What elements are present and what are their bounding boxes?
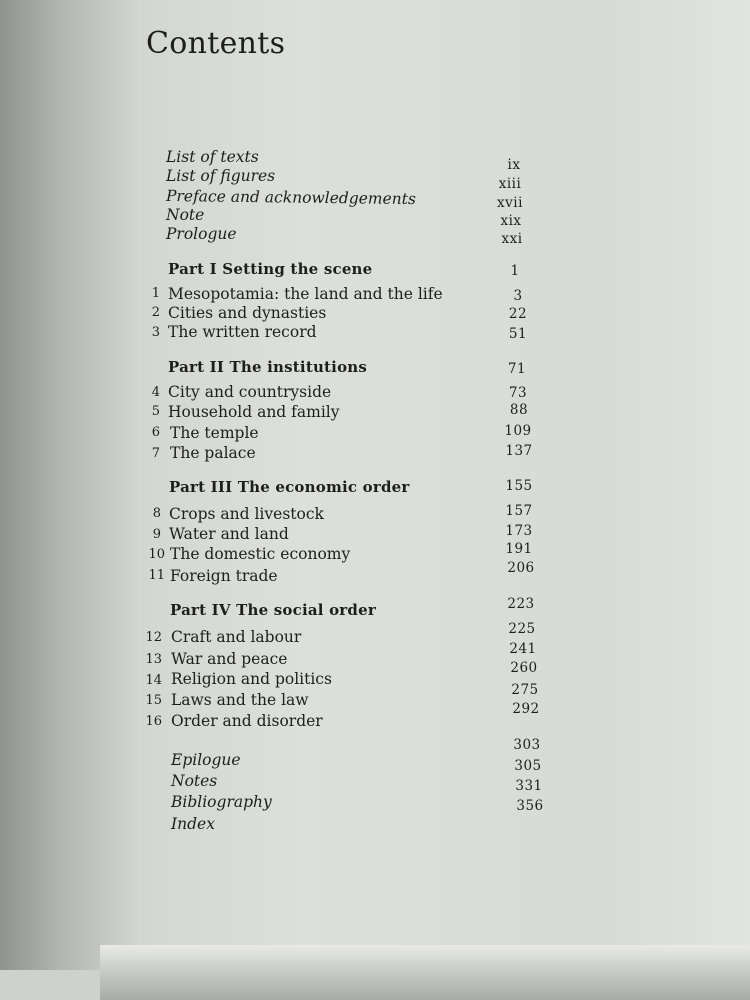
toc-page-number: 109 (504, 423, 532, 439)
toc-page-number: 3 (513, 288, 523, 304)
toc-entry-note: Note (166, 206, 205, 224)
toc-page-number: xix (500, 213, 522, 229)
chapter-number: 13 (145, 652, 162, 667)
toc-page-number: 223 (507, 596, 535, 612)
part-heading-1: Part I Setting the scene (168, 260, 373, 278)
toc-page-number: 260 (510, 660, 538, 676)
toc-page-number: xxi (501, 231, 523, 247)
toc-entry-preface: Preface and acknowledgements (165, 187, 417, 209)
chapter-title: City and countryside (168, 383, 332, 401)
toc-entry-bibliography: Bibliography (171, 793, 272, 811)
chapter-number: 3 (151, 325, 160, 340)
toc-page-number: 303 (513, 737, 541, 753)
toc-page-number: 155 (505, 478, 533, 494)
toc-page-number: 275 (511, 682, 539, 698)
chapter-title: Craft and labour (171, 628, 302, 646)
toc-page-number: 73 (508, 385, 528, 401)
toc-entry-index: Index (171, 815, 215, 833)
chapter-title: War and peace (171, 650, 288, 668)
chapter-title: Foreign trade (170, 567, 278, 585)
toc-entry-prologue: Prologue (166, 225, 237, 243)
chapter-number: 15 (145, 693, 162, 708)
chapter-number: 2 (151, 305, 160, 320)
chapter-number: 8 (152, 506, 161, 521)
chapter-title: Household and family (168, 403, 340, 421)
page-stack-edge (100, 945, 750, 1000)
part-heading-2: Part II The institutions (168, 358, 368, 376)
toc-page-number: 88 (509, 402, 529, 418)
toc-page-number: ix (507, 157, 521, 173)
chapter-number: 14 (145, 673, 162, 688)
chapter-number: 9 (152, 527, 161, 542)
toc-page-number: 305 (514, 758, 542, 774)
chapter-title: Mesopotamia: the land and the life (168, 285, 443, 303)
chapter-title: Religion and politics (171, 670, 332, 688)
toc-page-number: 241 (509, 641, 537, 657)
toc-page-number: 331 (515, 778, 543, 794)
chapter-title: The temple (170, 424, 259, 442)
toc-entry-notes: Notes (171, 772, 218, 790)
toc-entry-list-of-texts: List of texts (166, 148, 259, 166)
part-heading-3: Part III The economic order (169, 478, 410, 496)
toc-entry-epilogue: Epilogue (171, 751, 241, 769)
chapter-number: 5 (151, 404, 160, 419)
toc-page-number: 206 (507, 560, 535, 576)
page-title: Contents (146, 26, 286, 61)
chapter-title: Laws and the law (171, 691, 309, 709)
chapter-number: 4 (151, 385, 160, 400)
toc-page-number: 191 (505, 541, 533, 557)
toc-page-number: 356 (516, 798, 544, 814)
chapter-title: Crops and livestock (169, 505, 324, 523)
chapter-number: 1 (151, 286, 160, 301)
toc-page-number: xiii (498, 176, 522, 192)
chapter-title: The domestic economy (170, 545, 351, 563)
chapter-number: 12 (145, 630, 162, 645)
chapter-number: 7 (151, 446, 160, 461)
toc-page-number: xvii (497, 195, 523, 211)
toc-page-number: 137 (505, 443, 533, 459)
chapter-number: 10 (148, 547, 165, 562)
chapter-title: The written record (168, 323, 317, 341)
toc-page-number: 292 (512, 701, 540, 717)
part-heading-4: Part IV The social order (170, 601, 376, 619)
toc-page-number: 173 (505, 523, 533, 539)
chapter-title: Water and land (169, 525, 289, 543)
toc-page-number: 1 (510, 263, 520, 279)
chapter-number: 6 (151, 425, 160, 440)
toc-page-number: 157 (505, 503, 533, 519)
chapter-title: The palace (170, 444, 256, 462)
chapter-number: 11 (148, 568, 165, 583)
toc-page-number: 51 (508, 326, 528, 342)
toc-page-number: 225 (508, 621, 536, 637)
chapter-title: Order and disorder (171, 712, 323, 730)
chapter-title: Cities and dynasties (168, 304, 327, 322)
toc-entry-list-of-figures: List of figures (166, 167, 276, 185)
toc-page-number: 22 (508, 306, 528, 322)
toc-page-number: 71 (507, 361, 527, 377)
chapter-number: 16 (145, 714, 162, 729)
